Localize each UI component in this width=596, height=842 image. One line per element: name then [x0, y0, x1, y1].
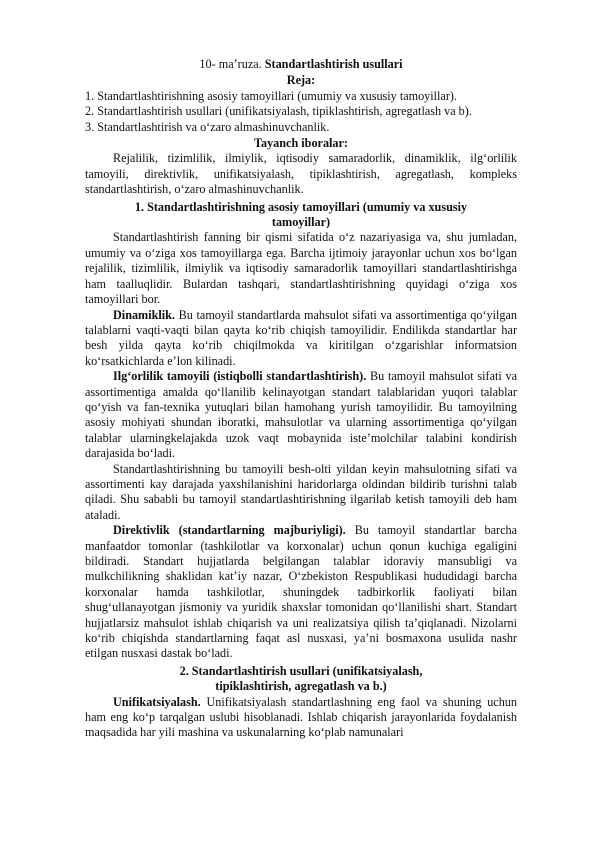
text-dinamiklik: Bu tamoyil standartlarda mahsulot sifati va assortimentiga qo‘yilgan talablarni vaqti-vaqti bilan qayta ko‘rib chiqish tamoyilidir. Endilikda standartlar har besh yilda qayta ko‘rib chiqilmokda va kiritilgan o‘zgarishlar informatsion ko‘rsatkichlarda e’lon kilinadi. [85, 307, 517, 368]
term-unifikatsiyalash: Unifikatsiyalash. [113, 694, 201, 709]
text-ilgorlilik: Bu tamoyil mahsulot sifati va assortimentiga amalda qo‘llanilib kelinayotgan standart talablaridan yuqori talablar qo‘yish va fan-texnika yutuqlari bilan hamohang yurish tamoyilidir. Bu tamoyilning asosiy mohiyati shundan iboratki, mahsulotlar va ularning assortimentiga qo‘yilgan talablar ularningkelajakda uzok vaqt mobaynida iste’molchilar talabini kondirish darajasida bo‘ladi. [85, 369, 518, 461]
section-2-heading-line2: tipiklashtirish, agregatlash va b.) [215, 679, 387, 694]
section-1-heading-line2: tamoyillar) [271, 215, 331, 230]
text-unifikatsiyalash: Unifikatsiyalash standartlashning eng faol va shuning uchun ham eng ko‘p tarqalgan uslubi hisoblanadi. Ishlab chiqarish jarayonlarida foydalanish maqsadida har yili mashina va uskunalarning ko‘plab namunalari [85, 694, 517, 740]
section-1-paragraph-dinamiklik [85, 308, 517, 370]
keywords-paragraph: Rejalilik, tizimlilik, ilmiylik, iqtisodiy samaradorlik, dinamiklik, ilg‘orlilik tamoyili, direktivlik, unifikatsiyalash, tipiklashtirish, agregatlash, kompleks standartlashtirish, o‘zaro almashinuvchanlik. [85, 151, 517, 197]
section-1-heading [85, 200, 517, 231]
term-direktivlik: Direktivlik (standartlarning majburiyligi). [113, 523, 346, 538]
section-2-heading-line1: 2. Standartlashtirish usullari (unifikatsiyalash, [179, 663, 423, 678]
plan-item-3: 3. Standartlashtirish va o‘zaro almashinuvchanlik. [85, 119, 330, 134]
lecture-title-prefix: 10- ma’ruza. [199, 57, 265, 71]
section-2-paragraph-unifikatsiyalash [85, 695, 517, 741]
plan-item-2: 2. Standartlashtirish usullari (unifikatsiyalash, tipiklashtirish, agregatlash va b). [85, 104, 472, 119]
lecture-title [85, 57, 517, 72]
section-1-paragraph-4: Standartlashtirishning bu tamoyili besh-olti yildan keyin mahsulotning sifati va assortimenti kay darajada yaxshilanishini haridorlarga oldindan bildirib turishni talab qiladi. Shu sababli bu tamoyil standartlashtirishning ilgarilab ketish tamoyili deb ham ataladi. [85, 461, 517, 522]
term-ilgorlilik: Ilg‘orlilik tamoyili (istiqbolli standartlashtirish). [113, 369, 367, 384]
text-direktivlik: Bu tamoyil standartlar barcha manfaatdor tomonlar (tashkilotlar va korxonalar) uchun qonun kuchiga egaligini bildiradi. Standart hujjatlarda belgilangan talablar idoraviy mansubligi va mulkchilikning shaklidan kat’iy nazar, O‘zbekiston Respublikasi hududidagi barcha korxonalar hamda tashkilotlar, shuningdek tadbirkorlik faoliyati bilan shug‘ullanayotgan jismoniy va yuridik shaxslar tomonidan qo‘llanilishi shart. Standart hujjatlarsiz mahsulot ishlab chiqarish va uni realizatsiya qilish ta’qiqlanadi. Nizolarni ko‘rib chiqishda standartlarning faqat asl nusxasi, ya’ni bosmaxona usulida nashr etilgan nusxasi dastak bo‘ladi. [85, 523, 517, 661]
lecture-title-main: Standartlashtirish usullari [264, 57, 403, 71]
plan-label: Reja: [286, 73, 316, 88]
plan-item-1: 1. Standartlashtirishning asosiy tamoyillari (umumiy va xususiy tamoyillar). [85, 88, 458, 103]
keywords-label: Tayanch iboralar: [253, 136, 348, 151]
section-1-heading-line1: 1. Standartlashtirishning asosiy tamoyillari (umumiy va xususiy [134, 199, 468, 214]
document-page [85, 57, 517, 741]
section-1-paragraph-1: Standartlashtirish fanning bir qismi sifatida o‘z nazariyasiga va, shu jumladan, umumiy va o‘ziga xos tamoyillarga ega. Barcha ijtimoiy jarayonlar uchun xos bo‘lgan rejalilik, tizimlilik, ilmiylik va iqtisodiy samaradorlik tamoyillari standartlashtirishga ham taalluqlidir. Bulardan tashqari, standartlashtirishning quyidagi o‘ziga xos tamoyillari bor. [85, 230, 517, 307]
section-1-paragraph-direktivlik [85, 523, 517, 662]
term-dinamiklik: Dinamiklik. [113, 307, 175, 322]
section-1-paragraph-ilgorlilik [85, 369, 517, 461]
section-2-heading [85, 664, 517, 695]
plan-list [85, 89, 517, 135]
